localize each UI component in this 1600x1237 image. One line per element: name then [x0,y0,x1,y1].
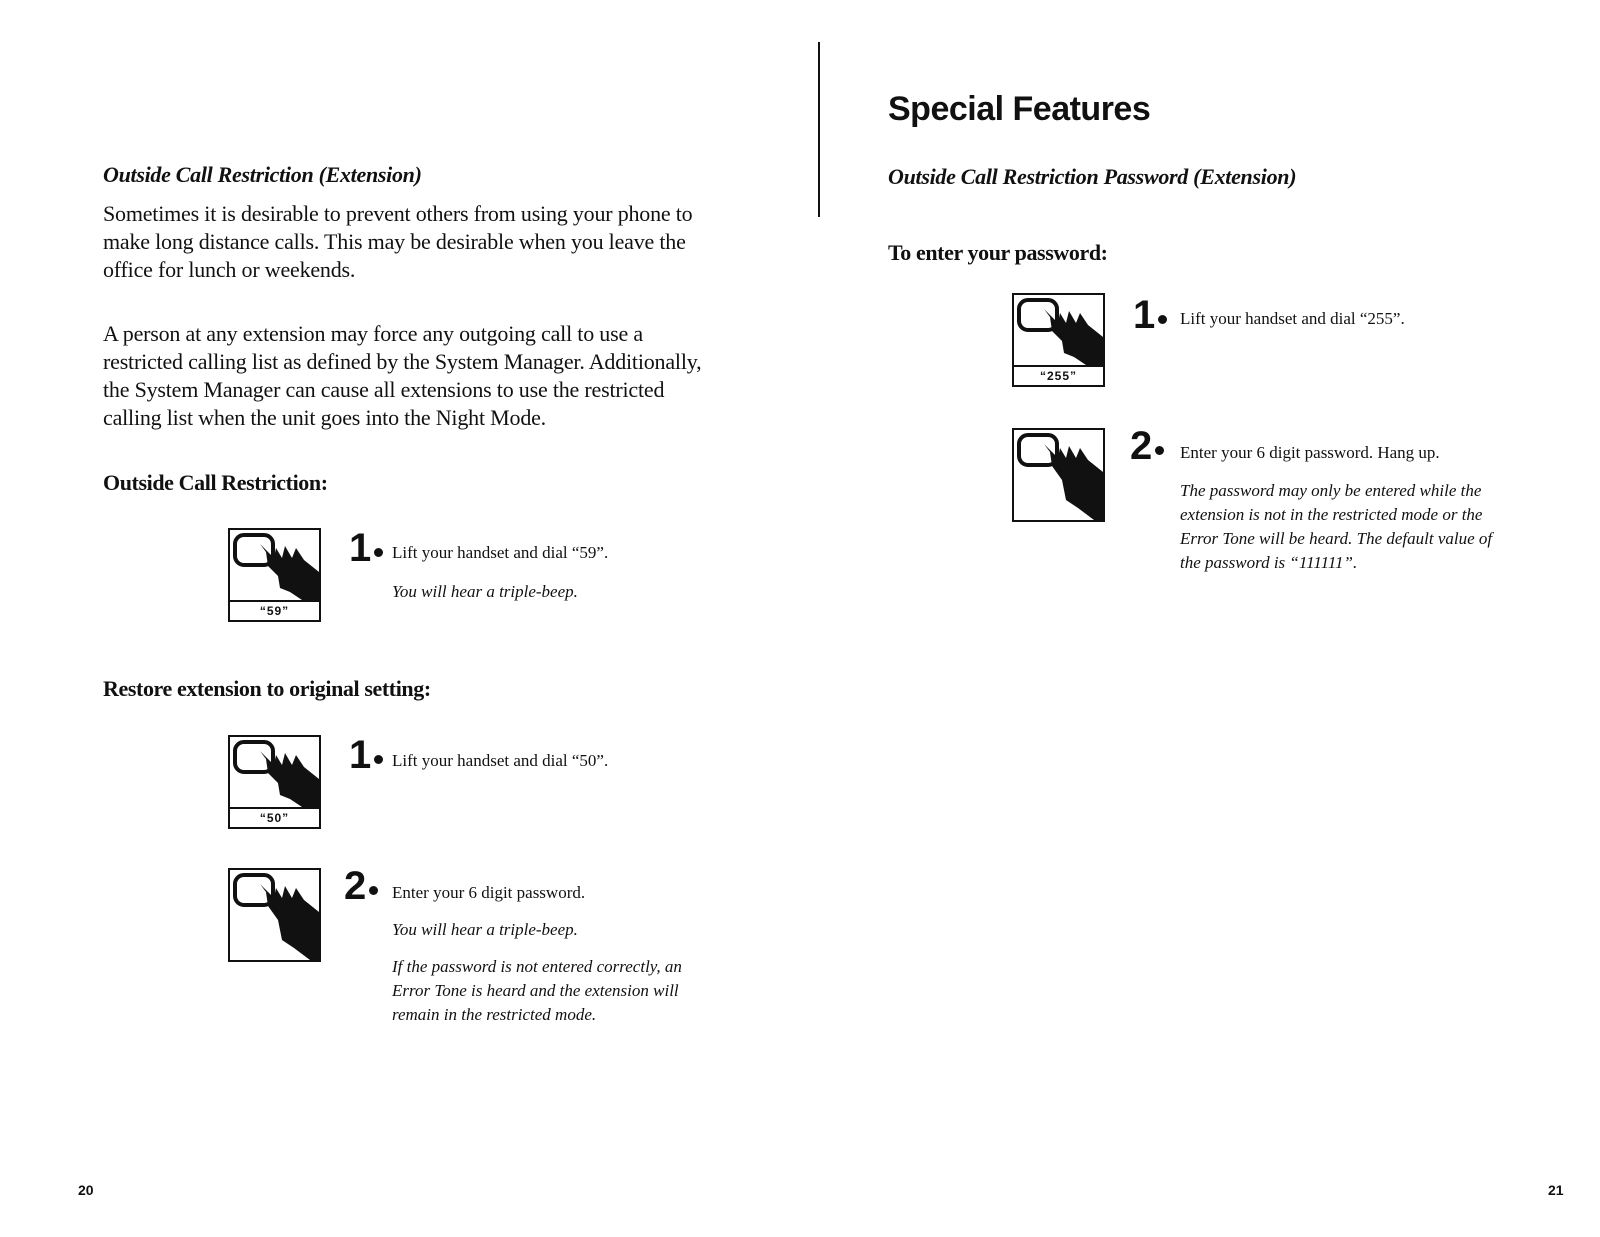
step-note: You will hear a triple-beep. [392,920,578,939]
text-line: A person at any extension may force any outgoing call to use a [103,321,643,346]
key-label: “59” [230,600,319,620]
hand-pressing-key-icon [230,870,319,960]
section-heading-password: To enter your password: [888,240,1108,265]
step-number [1133,295,1167,335]
note-line: If the password is not entered correctly, an [392,957,682,976]
step-instruction: Lift your handset and dial “255”. [1180,309,1405,328]
step-instruction: Enter your 6 digit password. [392,883,586,902]
step-number [349,735,383,775]
note-line: Error Tone is heard and the extension will [392,981,679,1000]
page-number-right: 21 [1548,1182,1564,1198]
key-label: “50” [230,807,319,827]
keypad-illustration-59 [228,528,321,622]
left-paragraph-1 [103,200,763,284]
note-line: the password is “111111”. [1180,553,1358,572]
hand-pressing-key-icon [1014,295,1103,365]
left-paragraph-2 [103,320,783,432]
step-instruction: Enter your 6 digit password. Hang up. [1180,443,1440,462]
note-line: Error Tone will be heard. The default value of [1180,529,1493,548]
keypad-illustration-50 [228,735,321,829]
step-number [344,866,378,906]
step-instruction: Lift your handset and dial “50”. [392,751,609,770]
step-number-value: 1 [1133,293,1156,337]
text-line: restricted calling list as defined by the System Manager. Additionally, [103,349,702,374]
note-line: The password may only be entered while the [1180,481,1482,500]
step-bullet [374,548,383,557]
section-heading-restore: Restore extension to original setting: [103,676,431,701]
page-number-left: 20 [78,1182,94,1198]
step-note-error [392,955,752,1027]
text-line: office for lunch or weekends. [103,257,356,282]
text-line: Sometimes it is desirable to prevent others from using your phone to [103,201,693,226]
text-line: the System Manager can cause all extensions to use the restricted [103,377,665,402]
page-divider [818,42,820,217]
right-heading: Outside Call Restriction Password (Extension) [888,164,1297,189]
hand-pressing-key-icon [230,530,319,600]
section-heading-restriction: Outside Call Restriction: [103,470,328,495]
step-note-default-password [1180,479,1580,575]
step-number-value: 1 [349,526,372,570]
left-heading: Outside Call Restriction (Extension) [103,162,422,187]
step-number [1130,426,1164,466]
keypad-illustration [1012,428,1105,522]
step-instruction: Lift your handset and dial “59”. [392,543,609,562]
hand-pressing-key-icon [1014,430,1103,520]
step-number-value: 2 [344,864,367,908]
step-bullet [1158,315,1167,324]
text-line: calling list when the unit goes into the Night Mode. [103,405,546,430]
text-line: make long distance calls. This may be desirable when you leave the [103,229,686,254]
hand-pressing-key-icon [230,737,319,807]
step-bullet [369,886,378,895]
note-line: extension is not in the restricted mode or the [1180,505,1483,524]
step-bullet [374,755,383,764]
page-title: Special Features [888,90,1151,128]
step-number-value: 1 [349,733,372,777]
step-bullet [1155,446,1164,455]
step-note: You will hear a triple-beep. [392,582,578,601]
keypad-illustration [228,868,321,962]
keypad-illustration-255 [1012,293,1105,387]
step-number [349,528,383,568]
note-line: remain in the restricted mode. [392,1005,597,1024]
key-label: “255” [1014,365,1103,385]
step-number-value: 2 [1130,424,1153,468]
